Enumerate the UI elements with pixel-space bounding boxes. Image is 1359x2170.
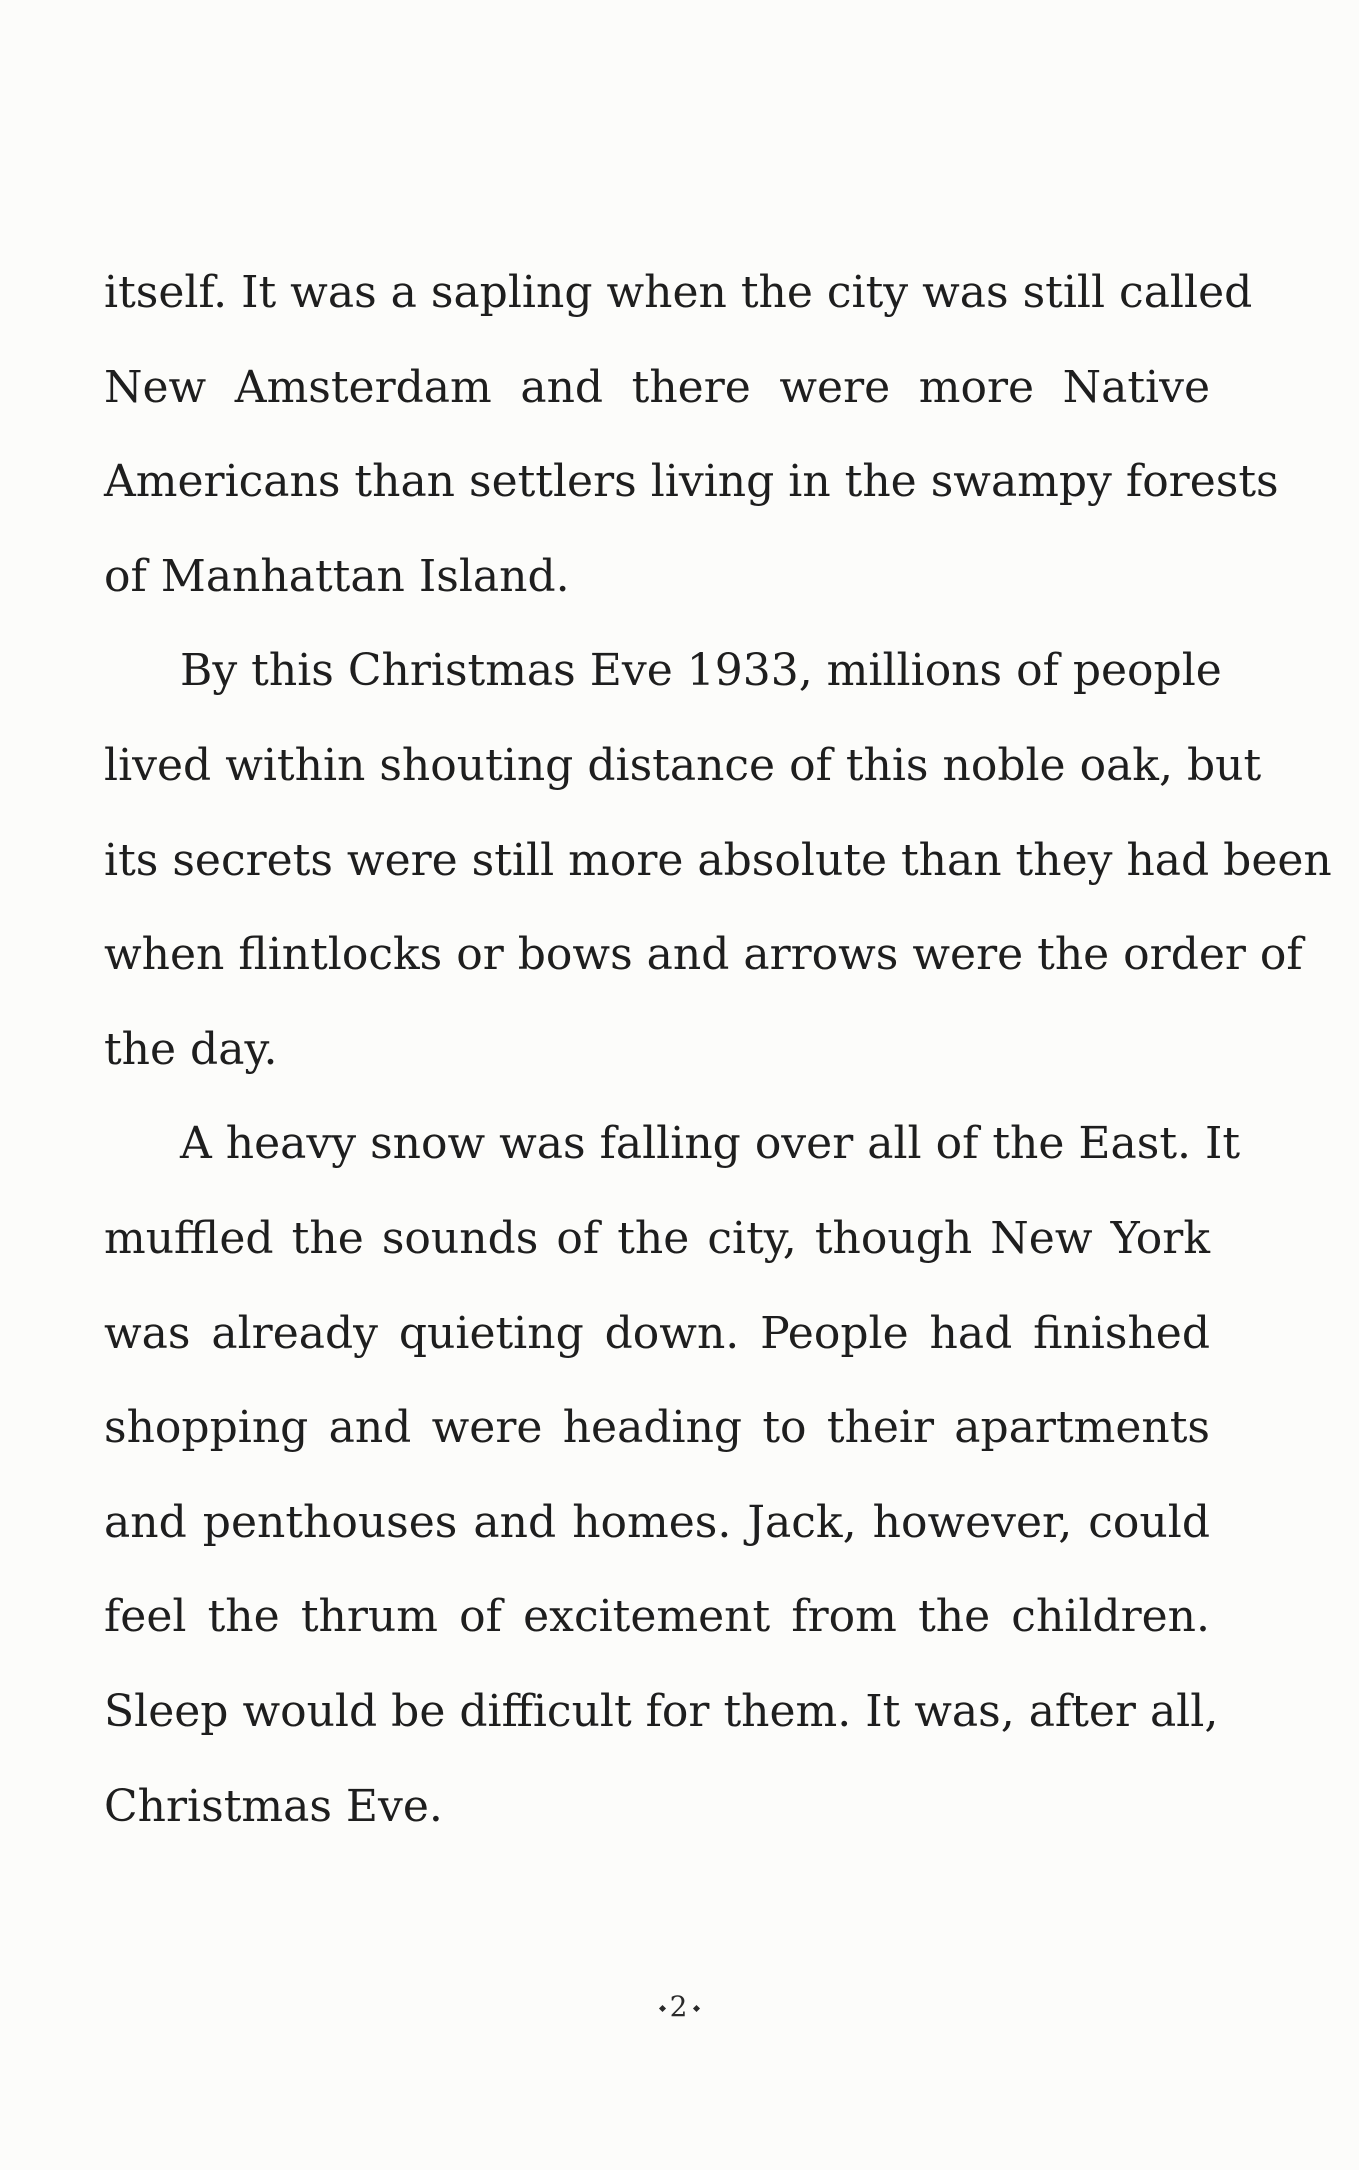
text-line: its secrets were still more absolute than they had been bbox=[104, 834, 1332, 886]
text-line: By this Christmas Eve 1933, millions of people bbox=[180, 645, 1222, 697]
page-number bbox=[0, 1990, 1359, 2023]
text-line: when flintlocks or bows and arrows were the order of bbox=[104, 929, 1303, 981]
ornament-dot-icon bbox=[693, 2005, 700, 2012]
text-line: New Amsterdam and there were more Native bbox=[104, 361, 1210, 413]
text-line: A heavy snow was falling over all of the East. It bbox=[180, 1118, 1241, 1170]
text-line: the day. bbox=[104, 1023, 278, 1075]
text-line: Christmas Eve. bbox=[104, 1780, 443, 1832]
text-line: feel the thrum of excitement from the children. bbox=[104, 1591, 1210, 1643]
text-line: and penthouses and homes. Jack, however, could bbox=[104, 1496, 1210, 1548]
ornament-dot-icon bbox=[659, 2005, 666, 2012]
text-line: muffled the sounds of the city, though New York bbox=[104, 1212, 1210, 1264]
text-line: of Manhattan Island. bbox=[104, 550, 570, 602]
text-line: itself. It was a sapling when the city was still called bbox=[104, 267, 1253, 318]
page-number-value: 2 bbox=[669, 1990, 690, 2023]
text-line: shopping and were heading to their apartments bbox=[104, 1402, 1210, 1454]
body-text bbox=[104, 246, 1332, 1854]
text-line: Americans than settlers living in the swampy forests bbox=[104, 456, 1279, 508]
text-line: was already quieting down. People had finished bbox=[104, 1307, 1210, 1359]
text-line: lived within shouting distance of this noble oak, but bbox=[104, 739, 1262, 791]
paragraph-1 bbox=[104, 246, 1279, 624]
paragraph-3 bbox=[104, 1097, 1241, 1854]
paragraph-2 bbox=[104, 624, 1332, 1097]
text-line: Sleep would be difficult for them. It was, after all, bbox=[104, 1685, 1219, 1737]
